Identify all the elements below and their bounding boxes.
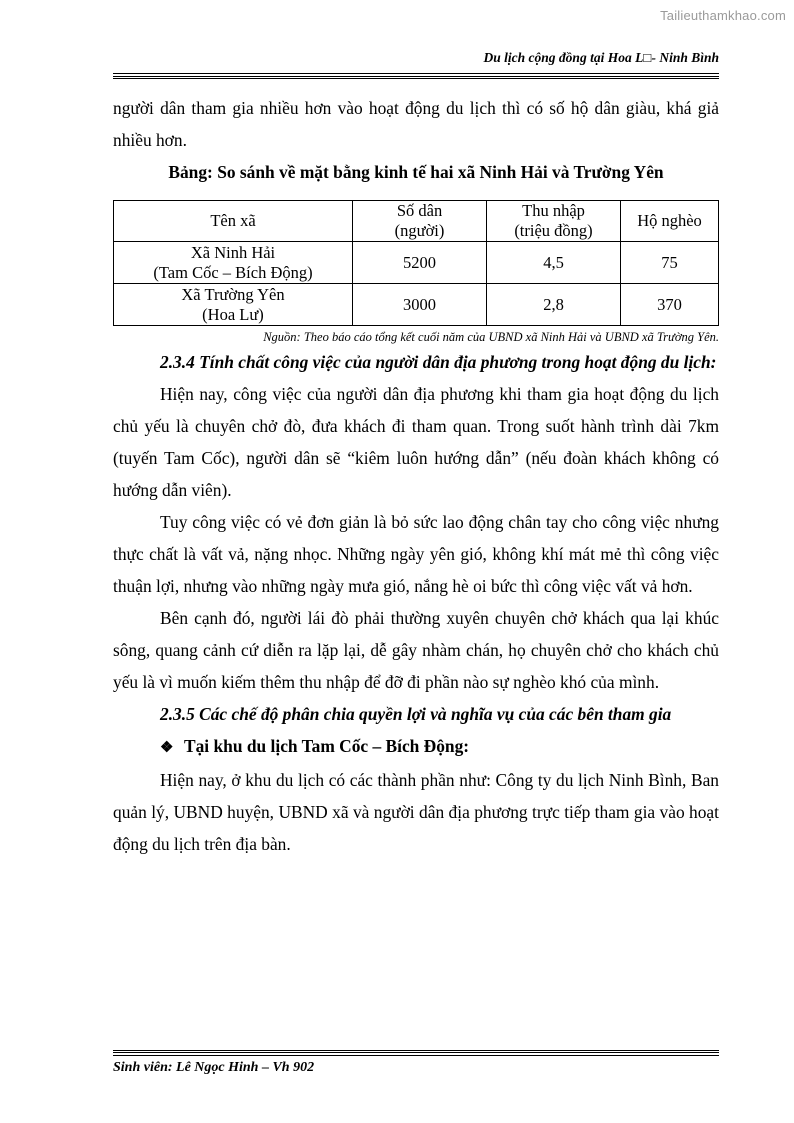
diamond-bullet-icon: ❖ <box>160 740 174 756</box>
cell-population: 5200 <box>353 242 487 284</box>
table-source-note: Nguồn: Theo báo cáo tổng kết cuối năm của UBND xã Ninh Hải và UBND xã Trường Yên. <box>263 330 719 344</box>
header-population-line1: Số dân <box>396 201 443 220</box>
running-header: Du lịch cộng đồng tại Hoa L□- Ninh Bình <box>483 50 719 65</box>
header-rule <box>113 73 719 79</box>
page-body <box>113 92 719 860</box>
commune-name: Xã Trường Yên <box>181 284 285 304</box>
table-header-row <box>114 201 719 242</box>
table-row <box>114 242 719 284</box>
header-population-line2: (người) <box>394 221 445 240</box>
cell-income: 4,5 <box>487 242 621 284</box>
header-poor-households: Hộ nghèo <box>621 201 719 242</box>
header-income-line2: (triệu đồng) <box>514 221 593 240</box>
header-commune: Tên xã <box>114 201 353 242</box>
table-row <box>114 284 719 326</box>
header-income <box>487 201 621 242</box>
bullet-heading-text: Tại khu du lịch Tam Cốc – Bích Động: <box>184 736 470 756</box>
commune-subname: (Tam Cốc – Bích Động) <box>153 262 313 282</box>
section-heading-2-3-4: 2.3.4 Tính chất công việc của người dân địa phương trong hoạt động du lịch: <box>160 352 717 372</box>
table-title: Bảng: So sánh về mặt bằng kinh tế hai xã Ninh Hải và Trường Yên <box>168 162 664 182</box>
cell-commune <box>114 284 353 326</box>
watermark: Tailieuthamkhao.com <box>660 8 786 23</box>
paragraph-intro: người dân tham gia nhiều hơn vào hoạt động du lịch thì có số hộ dân giàu, khá giả nhiều hơn. <box>113 98 719 150</box>
commune-name: Xã Ninh Hải <box>190 242 276 262</box>
header-income-line1: Thu nhập <box>522 201 585 220</box>
cell-poor: 370 <box>621 284 719 326</box>
paragraph-monotony: Bên cạnh đó, người lái đò phải thường xuyên chuyên chở khách qua lại khúc sông, quang cảnh cứ diễn ra lặp lại, dễ gây nhàm chán, họ chuyên chở cho khách chủ yếu là vì muốn kiếm thêm thu nhập để đỡ đi phần nào sự nghèo khó của mình. <box>113 608 719 692</box>
footer-author: Sinh viên: Lê Ngọc Hinh – Vh 902 <box>113 1060 315 1075</box>
paragraph-hardship: Tuy công việc có vẻ đơn giản là bỏ sức lao động chân tay cho công việc nhưng thực chất là vất vả, nặng nhọc. Những ngày yên gió, không khí mát mẻ thì công việc thuận lợi, nhưng vào những ngày mưa gió, nắng hè oi bức thì công việc vất vả hơn. <box>113 512 719 596</box>
paragraph-stakeholders: Hiện nay, ở khu du lịch có các thành phần như: Công ty du lịch Ninh Bình, Ban quản lý, UBND huyện, UBND xã và người dân địa phương trực tiếp tham gia vào hoạt động du lịch trên địa bàn. <box>113 770 719 854</box>
footer-rule <box>113 1050 719 1056</box>
bullet-heading <box>113 730 719 764</box>
cell-commune <box>114 242 353 284</box>
paragraph-work-nature: Hiện nay, công việc của người dân địa phương khi tham gia hoạt động du lịch chủ yếu là chuyên chở đò, đưa khách đi tham quan. Trong suốt hành trình dài 7km (tuyến Tam Cốc), người dân sẽ “kiêm luôn hướng dẫn” (nếu đoàn khách không có hướng dẫn viên). <box>113 384 719 500</box>
header-population <box>353 201 487 242</box>
cell-poor: 75 <box>621 242 719 284</box>
section-heading-2-3-5: 2.3.5 Các chế độ phân chia quyền lợi và nghĩa vụ của các bên tham gia <box>160 704 672 724</box>
cell-income: 2,8 <box>487 284 621 326</box>
comparison-table <box>113 200 719 326</box>
cell-population: 3000 <box>353 284 487 326</box>
commune-subname: (Hoa Lư) <box>202 304 264 324</box>
